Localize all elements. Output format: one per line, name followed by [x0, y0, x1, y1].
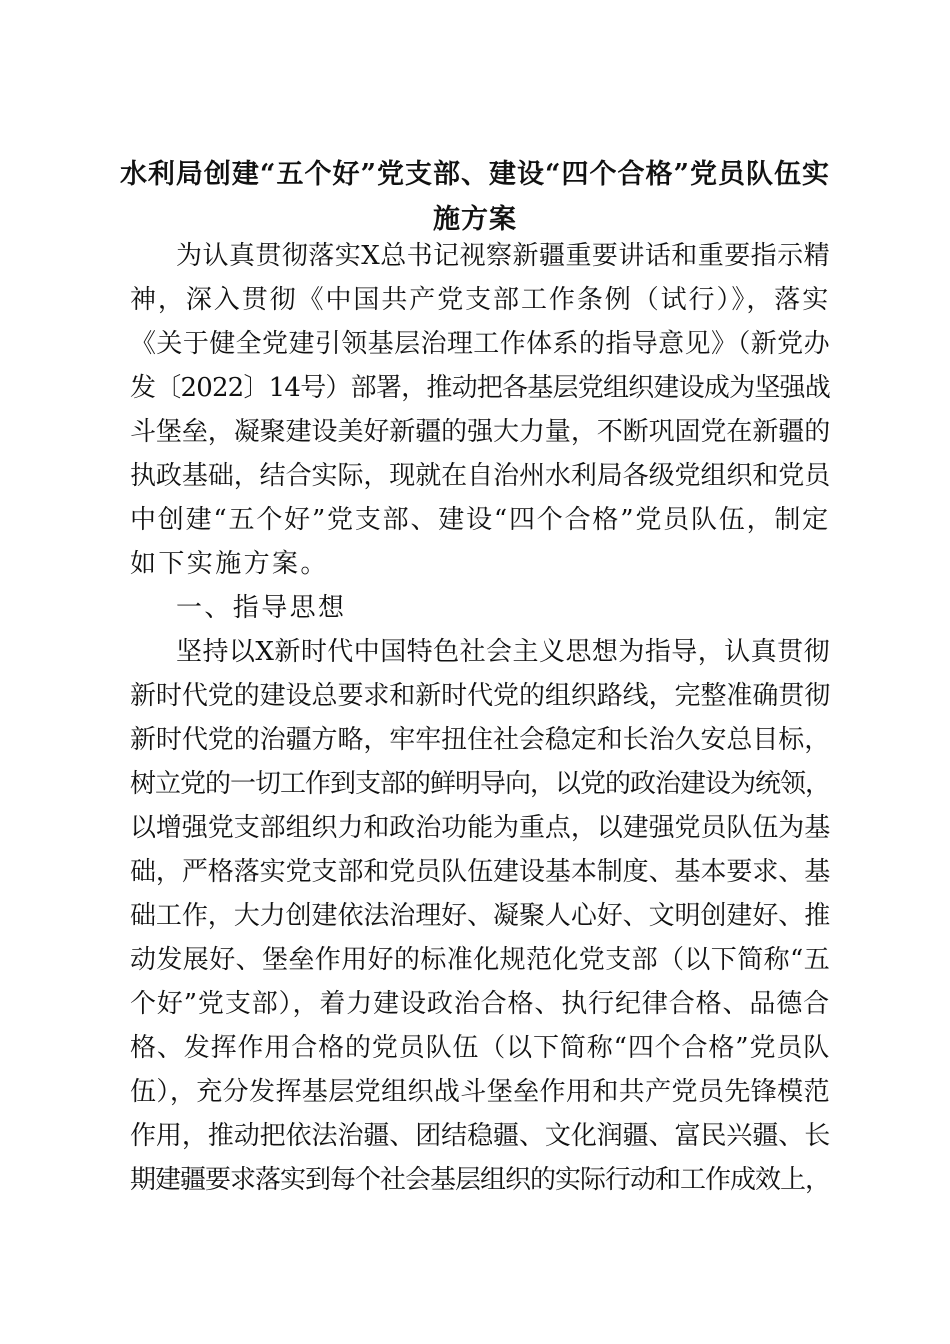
- paragraph-line: 格、发挥作用合格的党员队伍（以下简称“四个合格”党员队: [130, 1033, 830, 1063]
- paragraph-line: 《关于健全党建引领基层治理工作体系的指导意见》（新党办: [130, 329, 830, 359]
- paragraph-line: 期建疆要求落实到每个社会基层组织的实际行动和工作成效上，: [130, 1165, 831, 1195]
- paragraph-line: 伍），充分发挥基层党组织战斗堡垒作用和共产党员先锋模范: [130, 1077, 830, 1107]
- paragraph-line: 动发展好、堡垒作用好的标准化规范化党支部（以下简称“五: [130, 945, 831, 975]
- paragraph-line: 新时代党的治疆方略，牢牢扭住社会稳定和长治久安总目标，: [130, 725, 830, 755]
- paragraph-line: 新时代党的建设总要求和新时代党的组织路线，完整准确贯彻: [130, 681, 830, 711]
- paragraph-line: 坚持以X新时代中国特色社会主义思想为指导，认真贯彻: [176, 637, 830, 667]
- paragraph-line: 执政基础，结合实际，现就在自治州水利局各级党组织和党员: [130, 461, 830, 491]
- paragraph-line: 斗堡垒，凝聚建设美好新疆的强大力量，不断巩固党在新疆的: [130, 417, 830, 447]
- paragraph-line: 如下实施方案。: [130, 549, 329, 579]
- document-title-line-1: 水利局创建“五个好”党支部、建设“四个合格”党员队伍实: [119, 159, 831, 190]
- paragraph-line: 中创建“五个好”党支部、建设“四个合格”党员队伍，制定: [130, 505, 830, 535]
- paragraph-line: 作用，推动把依法治疆、团结稳疆、文化润疆、富民兴疆、长: [130, 1121, 830, 1151]
- paragraph-line: 为认真贯彻落实X总书记视察新疆重要讲话和重要指示精: [176, 241, 830, 271]
- section-heading: 一、指导思想: [176, 593, 347, 623]
- paragraph-line: 个好”党支部），着力建设政治合格、执行纪律合格、品德合: [130, 989, 830, 1019]
- paragraph-line: 础工作，大力创建依法治理好、凝聚人心好、文明创建好、推: [130, 901, 830, 931]
- paragraph-line: 以增强党支部组织力和政治功能为重点，以建强党员队伍为基: [130, 813, 830, 843]
- paragraph-line: 树立党的一切工作到支部的鲜明导向，以党的政治建设为统领，: [130, 769, 831, 799]
- paragraph-line: 础，严格落实党支部和党员队伍建设基本制度、基本要求、基: [130, 857, 830, 887]
- paragraph-line: 发〔2022〕14号）部署，推动把各基层党组织建设成为坚强战: [130, 373, 830, 403]
- document-title-line-2: 施方案: [433, 204, 517, 235]
- paragraph-line: 神，深入贯彻《中国共产党支部工作条例（试行）》，落实: [130, 285, 830, 315]
